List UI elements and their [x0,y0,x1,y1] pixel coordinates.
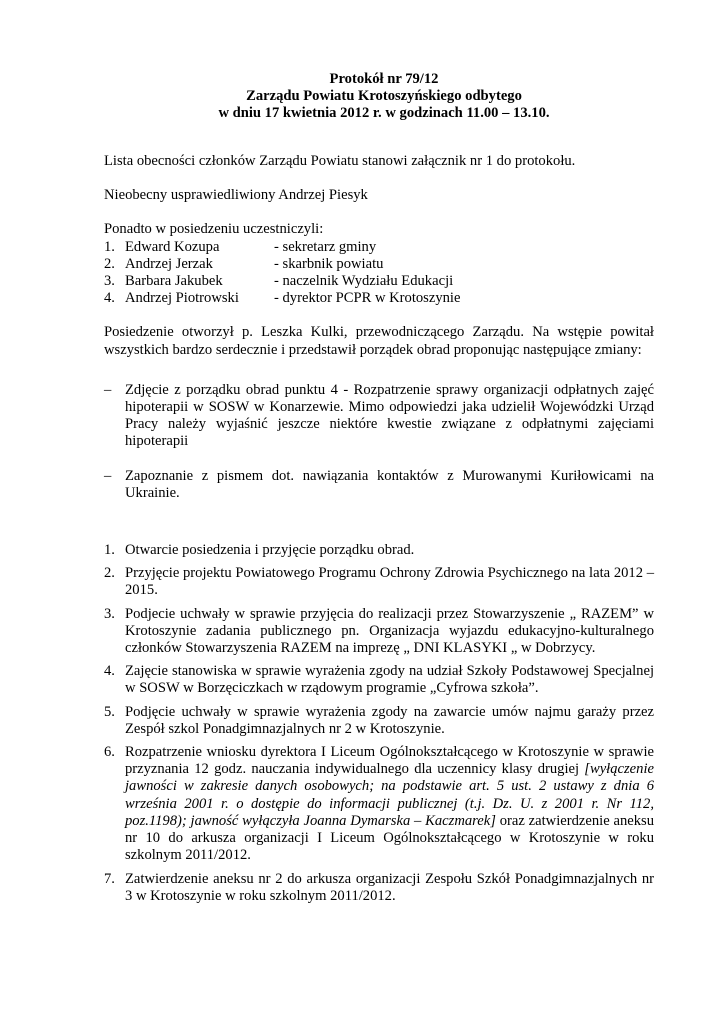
agenda-item-text-end: oraz zatwierdzenie aneksu nr 10 do arkusza organizacji I Liceum Ogólnokształcącego w Krotoszynie w roku szkolnym 2011/2012. [125,812,654,864]
agenda-change-item [104,382,654,451]
agenda-change-text: Zdjęcie z porządku obrad punktu 4 - Rozpatrzenie sprawy organizacji odpłatnych zajęć hipoterapii w SOSW w Konarzewie. Mimo odpowiedzi jaka udzielił Wojewódzki Urząd Pracy należy wyjaśnić jeszcze niektóre kwestie związane z odpłatnymi zajęciami hipoterapii [125,381,654,450]
protocol-header [100,71,668,123]
participant-name: Barbara Jakubek [125,273,223,290]
protocol-subtitle: Zarządu Powiatu Krotoszyńskiego odbytego [246,88,522,105]
participant-number: 1. [104,238,115,255]
protocol-date-line: w dniu 17 kwietnia 2012 r. w godzinach 11.00 – 13.10. [218,105,550,122]
participant-role: - naczelnik Wydziału Edukacji [274,273,454,290]
agenda-item-text: Podjęcie uchwały w sprawie wyrażenia zgody na zawarcie umów najmu garaży przez Zespół szkol Ponadgimnazjalnych nr 2 w Krotoszynie. [125,703,654,737]
agenda-change-text: Zapoznanie z pismem dot. nawiązania kontaktów z Murowanymi Kuriłowicami na Ukrainie. [125,467,654,501]
agenda-item-text: Przyjęcie projektu Powiatowego Programu Ochrony Zdrowia Psychicznego na lata 2012 – 2015. [125,565,654,599]
participant-item [104,256,654,273]
participant-item [104,290,654,307]
protocol-title: Protokół nr 79/12 [329,71,439,87]
agenda-item-number: 6. [104,744,115,761]
participant-role: - dyrektor PCPR w Krotoszynie [274,290,461,307]
agenda-item [104,663,654,697]
attendance-note: Lista obecności członków Zarządu Powiatu stanowi załącznik nr 1 do protokołu. [104,153,576,169]
document-body [104,153,654,911]
participant-number: 4. [104,290,115,307]
agenda-item-text: Zatwierdzenie aneksu nr 2 do arkusza organizacji Zespołu Szkół Ponadgimnazjalnych nr 3 w Krotoszynie w roku szkolnym 2011/2012. [125,870,654,904]
agenda-item-number: 2. [104,565,115,582]
agenda-change-item [104,468,654,502]
agenda-item-number: 1. [104,542,115,559]
agenda-item-number: 5. [104,703,115,720]
agenda-item [104,744,654,864]
agenda-item-text: Podjecie uchwały w sprawie przyjęcia do realizacji przez Stowarzyszenie „ RAZEM” w Krotoszynie zadania publicznego pn. Organizacja wyjazdu edukacyjno-kulturalnego członków Stowarzyszenia RAZEM na imprezę „ DNI KLASYKI „ w Dobrzycy. [125,605,654,657]
agenda-item [104,704,654,738]
agenda-item-text: Zajęcie stanowiska w sprawie wyrażenia zgody na udział Szkoły Podstawowej Specjalnej w SOSW w Borzęciczkach w rządowym programie „Cyfrowa szkoła”. [125,663,654,697]
participants-intro: Ponadto w posiedzeniu uczestniczyli: [104,221,324,238]
agenda-item-text-start: Rozpatrzenie wniosku dyrektora I Liceum Ogólnokształcącego w Krotoszynie w sprawie przyznania 12 godz. nauczania indywidualnego dla uczennicy klasy drugiej [125,744,654,778]
participant-name: Andrzej Jerzak [125,255,213,272]
dash-bullet: – [104,467,112,484]
agenda-list [104,542,654,905]
participant-role: - sekretarz gminy [274,238,377,255]
participant-name: Edward Kozupa [125,238,220,255]
agenda-item-number: 4. [104,663,115,680]
agenda-item-text: Otwarcie posiedzenia i przyjęcie porządku obrad. [125,542,415,559]
redaction-note: [wyłączenie jawności w zakresie danych osobowych; na podstawie art. 5 ust. 2 ustawy z dnia 6 września 2001 r. o dostępie do informacji publicznej (t.j. Dz. U. z 2001 r. Nr 112, poz.1198); jawność wyłączyła Joanna Dymarska – Kaczmarek] [125,761,654,829]
absence-note: Nieobecny usprawiedliwiony Andrzej Piesyk [104,187,368,204]
participant-item [104,239,654,256]
participant-name: Andrzej Piotrowski [125,290,239,307]
agenda-item [104,606,654,658]
participant-number: 2. [104,255,115,272]
agenda-item-number: 7. [104,870,115,887]
agenda-item [104,871,654,905]
participants-list [104,239,654,308]
agenda-item [104,565,654,599]
agenda-item [104,542,654,559]
agenda-item-text [125,744,654,864]
agenda-item-number: 3. [104,605,115,622]
participant-item [104,273,654,290]
agenda-changes-list [104,382,654,502]
participant-number: 3. [104,273,115,290]
participant-role: - skarbnik powiatu [274,255,384,272]
opening-paragraph: Posiedzenie otworzył p. Leszka Kulki, przewodniczącego Zarządu. Na wstępie powitał wszystkich bardzo serdecznie i przedstawił porządek obrad proponując następujące zmiany: [104,324,654,358]
dash-bullet: – [104,381,112,398]
